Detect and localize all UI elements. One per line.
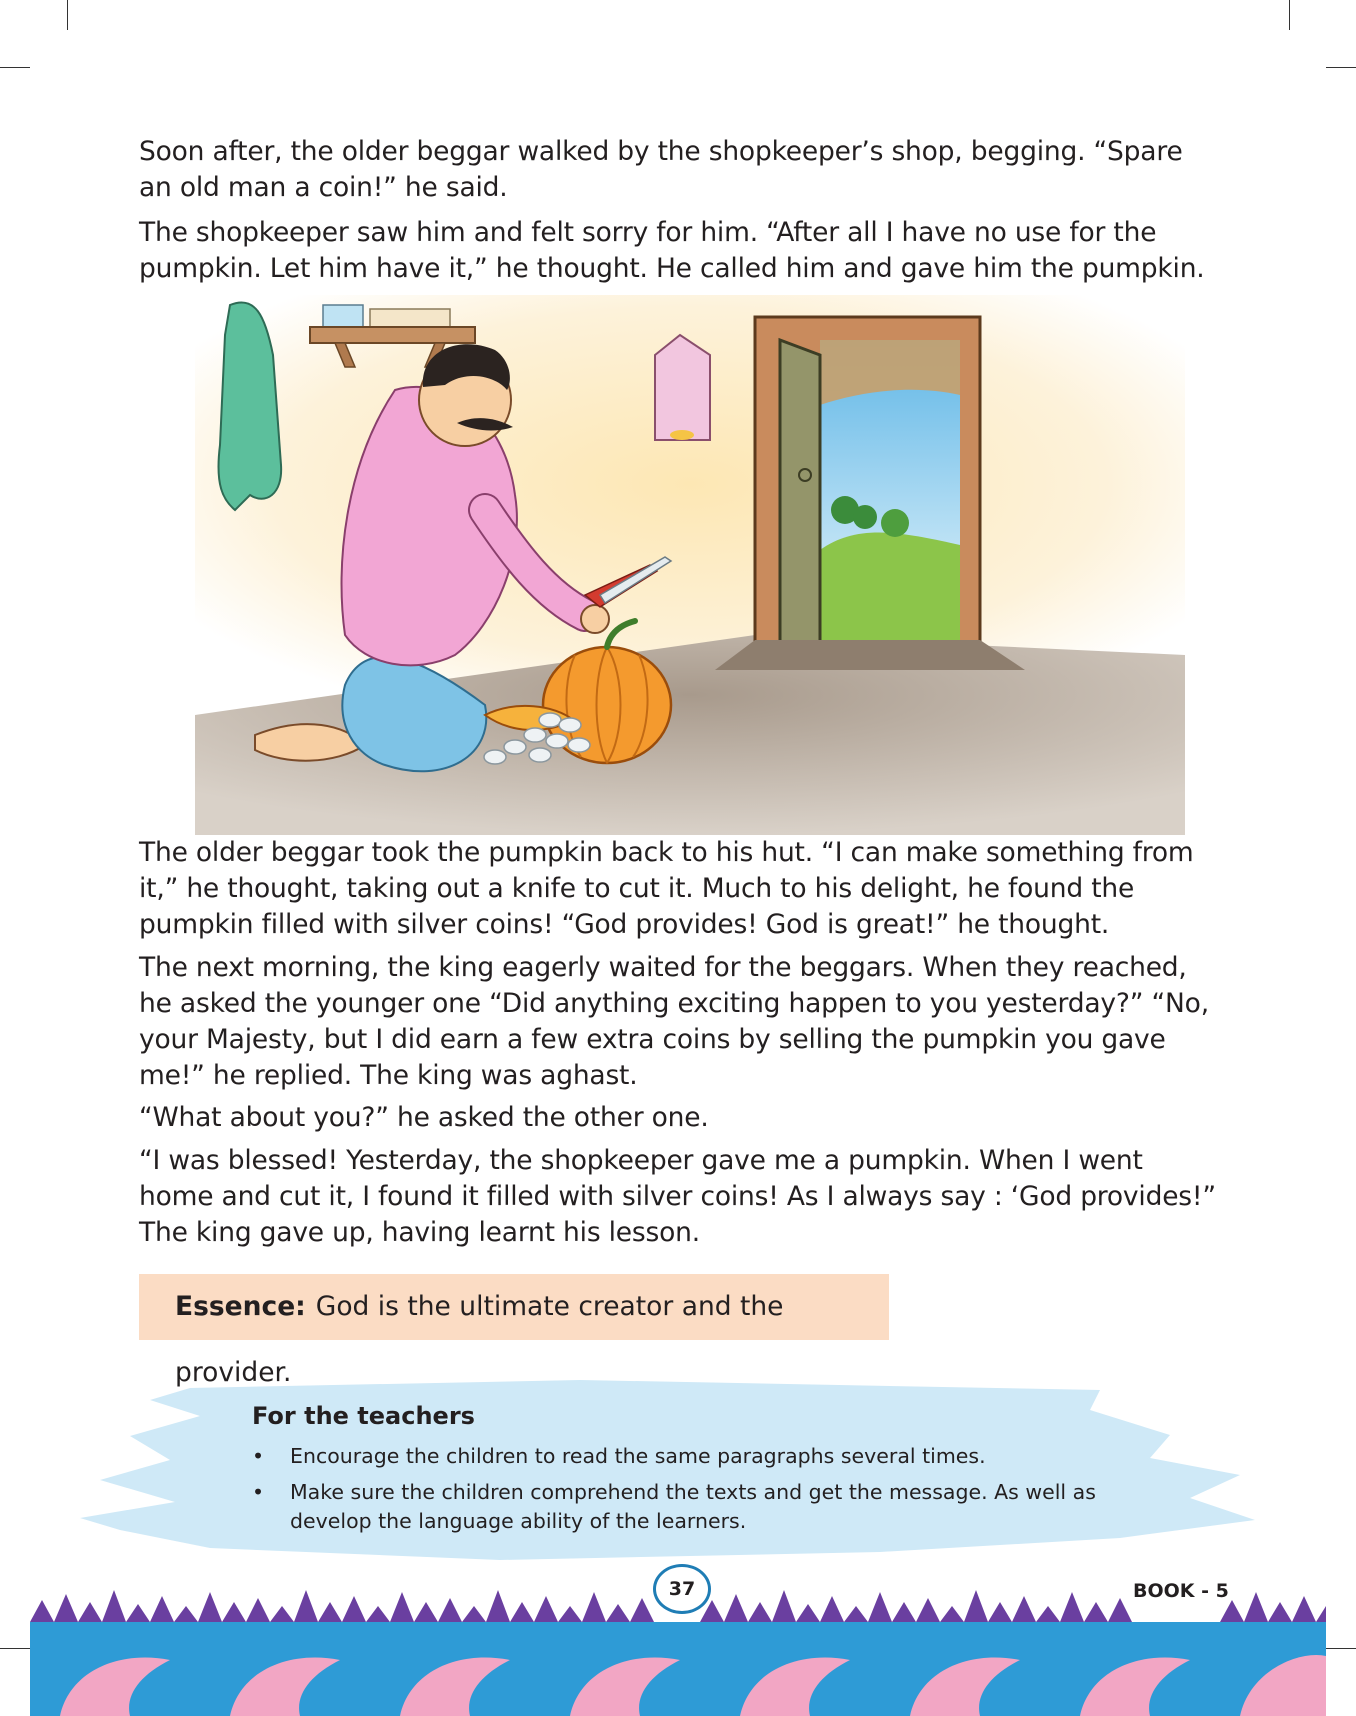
crop-mark xyxy=(1326,67,1356,68)
paragraph-6: “I was blessed! Yesterday, the shopkeeper gave me a pumpkin. When I went home and cut it, I found it filled with silver coins! As I always say : ‘God provides!” The king gave up, having learnt his lesson. xyxy=(139,1145,1216,1248)
paragraph-4: The next morning, the king eagerly waited for the beggars. When they reached, he asked the younger one “Did anything exciting happen to you yesterday?” “No, your Majesty, but I did earn a few extra coins by selling the pumpkin you gave me!” he replied. The king was aghast. xyxy=(139,952,1209,1091)
page-number: 37 xyxy=(653,1564,711,1614)
wall-lamp-niche xyxy=(655,335,710,440)
teacher-tip-1 xyxy=(252,1442,1170,1471)
bullet: • xyxy=(252,1444,265,1468)
essence-text: God is the ultimate creator and the provider. xyxy=(175,1291,784,1388)
book-label: BOOK - 5 xyxy=(1133,1580,1229,1602)
teachers-title: For the teachers xyxy=(252,1402,475,1430)
paragraph-3: The older beggar took the pumpkin back to his hut. “I can make something from it,” he thought, taking out a knife to cut it. Much to his delight, he found the pumpkin filled with silver coins! “God provides! God is great!” he thought. xyxy=(139,837,1194,940)
open-door xyxy=(715,317,1025,670)
paragraph-1: Soon after, the older beggar walked by the shopkeeper’s shop, begging. “Spare an old man a coin!” he said. xyxy=(139,136,1183,203)
story-illustration xyxy=(195,295,1185,835)
crop-mark xyxy=(1289,0,1290,30)
crop-mark xyxy=(67,0,68,30)
essence-box xyxy=(139,1274,889,1388)
paragraph-5: “What about you?” he asked the other one. xyxy=(139,1102,709,1133)
crop-mark xyxy=(0,67,30,68)
teacher-tip-2 xyxy=(252,1478,1170,1536)
paragraph-2: The shopkeeper saw him and felt sorry for him. “After all I have no use for the pumpkin. Let him have it,” he thought. He called him and gave him the pumpkin. xyxy=(139,217,1205,284)
essence-label: Essence: xyxy=(175,1291,306,1322)
bullet: • xyxy=(252,1480,265,1504)
teacher-tip-2-text: Make sure the children comprehend the texts and get the message. As well as develop the language ability of the learners. xyxy=(290,1480,1096,1533)
teacher-tip-1-text: Encourage the children to read the same paragraphs several times. xyxy=(290,1444,986,1468)
